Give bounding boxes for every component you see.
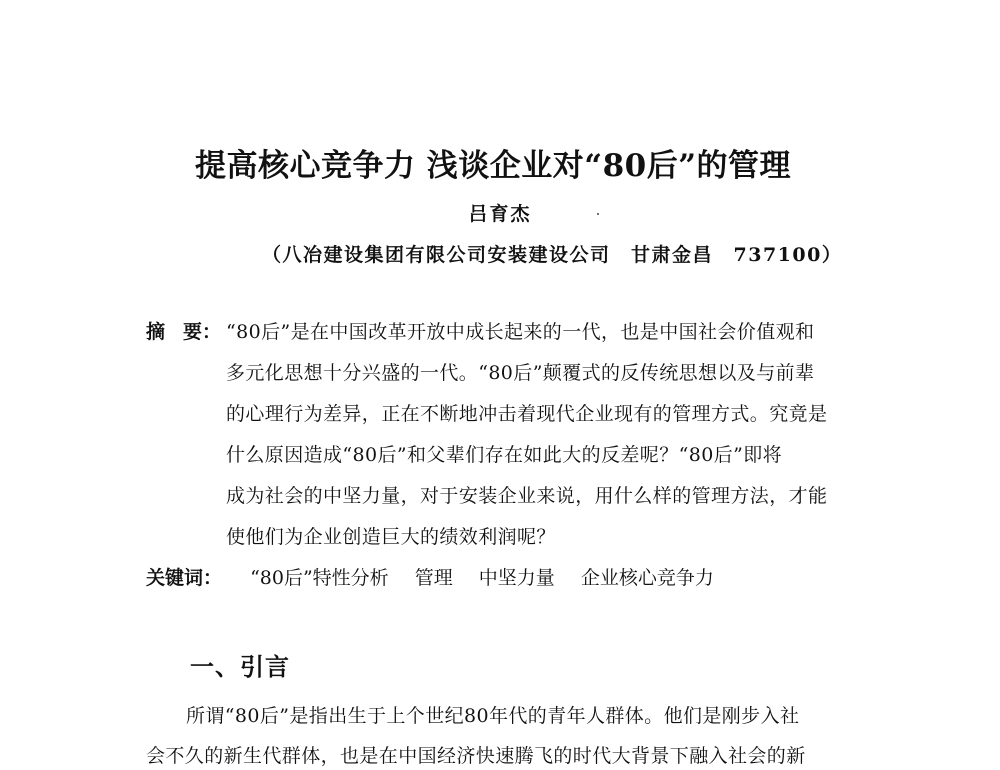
abstract-label [146, 318, 221, 346]
abstract-line: 的心理行为差异，正在不断地冲击着现代企业现有的管理方式。究竟是 [226, 403, 828, 425]
section-heading-introduction: 一、引言 [190, 652, 290, 681]
keyword-item: 管理 [414, 567, 453, 589]
body-paragraph-line: 会不久的新生代群体，也是在中国经济快速腾飞的时代大背景下融入社会的新 [146, 745, 806, 767]
abstract-line: 使他们为企业创造巨大的绩效利润呢？ [226, 526, 556, 548]
author-name: 吕育杰 [468, 203, 532, 225]
abstract-line: “80后”是在中国改革开放中成长起来的一代，也是中国社会价值观和 [226, 321, 815, 343]
abstract-line: 多元化思想十分兴盛的一代。“80后”颠覆式的反传统思想以及与前辈 [226, 362, 815, 384]
abstract-line: 成为社会的中坚力量，对于安装企业来说，用什么样的管理方法，才能 [226, 485, 828, 507]
scan-speck [597, 213, 599, 215]
body-paragraph-line: 所谓“80后”是指出生于上个世纪80年代的青年人群体。他们是刚步入社 [186, 705, 800, 727]
abstract-line: 什么原因造成“80后”和父辈们存在如此大的反差呢？“80后”即将 [226, 444, 783, 466]
keyword-item: “80后”特性分析 [250, 567, 389, 589]
abstract-label-second: 要： [183, 321, 222, 343]
paper-title: 提高核心竞争力 浅谈企业对“80后”的管理 [194, 148, 792, 184]
author-affiliation: （八冶建设集团有限公司安装建设公司 甘肃金昌 737100） [262, 244, 843, 266]
keywords-label: 关键词： [146, 567, 223, 589]
keyword-item: 中坚力量 [478, 567, 555, 589]
keywords-line [146, 564, 734, 592]
abstract-label-first: 摘 [146, 321, 166, 343]
keyword-item: 企业核心竞争力 [580, 567, 714, 589]
